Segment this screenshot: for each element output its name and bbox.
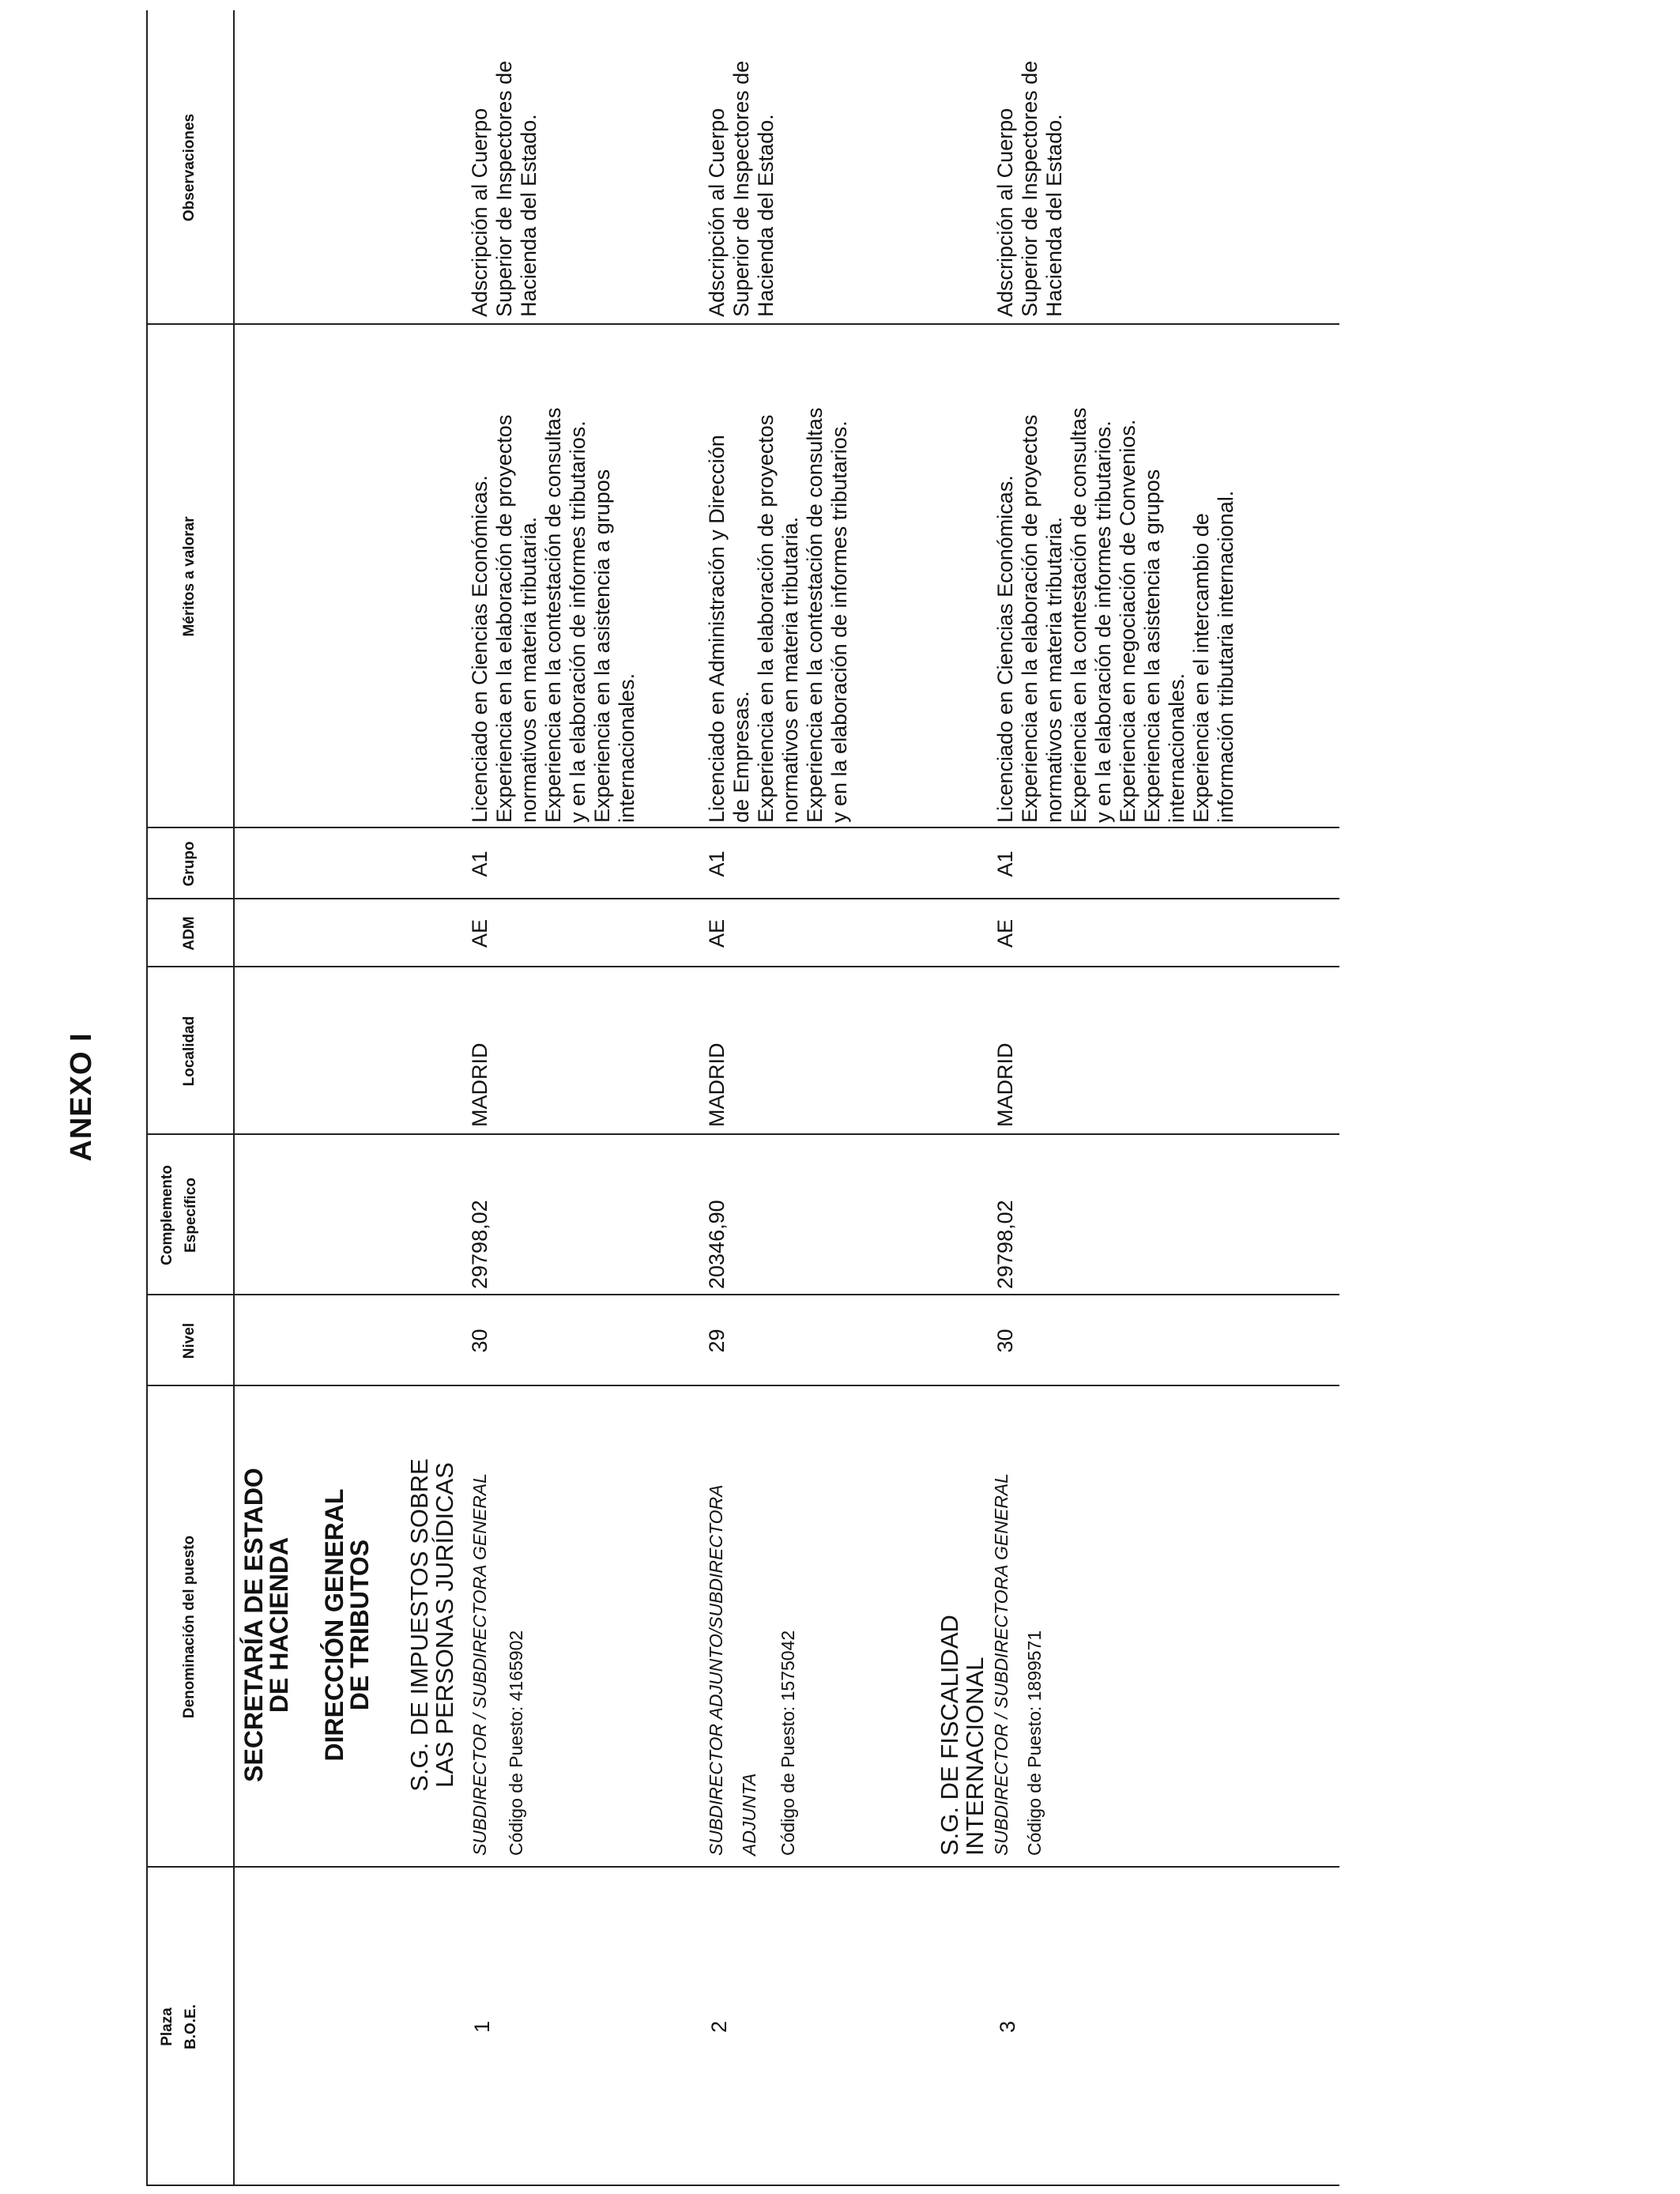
org-subdireccion-2: S.G. DE FISCALIDAD INTERNACIONAL bbox=[936, 1615, 989, 1856]
row2-observaciones: Adscripción al Cuerpo Superior de Inspectores de Hacienda del Estado. bbox=[705, 60, 778, 317]
header-plaza: Plaza B.O.E. bbox=[159, 2004, 199, 2050]
row1-adm: AE bbox=[468, 918, 492, 948]
row1-grupo: A1 bbox=[468, 850, 492, 877]
row2-nivel: 29 bbox=[705, 1329, 729, 1353]
header-grupo: Grupo bbox=[181, 841, 198, 887]
row1-complemento: 29798,02 bbox=[468, 1200, 492, 1289]
row3-adm: AE bbox=[993, 918, 1017, 948]
header-bottom-border bbox=[233, 10, 235, 2186]
col-divider bbox=[146, 966, 1339, 967]
row1-nivel: 30 bbox=[468, 1329, 492, 1353]
col-divider bbox=[146, 827, 1339, 828]
row3-localidad: MADRID bbox=[993, 1042, 1017, 1127]
row3-meritos: Licenciado en Ciencias Económicas. Experiencia en la elaboración de proyectos normativos en materia tributaria. Experiencia en la contestación de consultas y en la elaboración de informes tributarios. Experiencia en negociación de Convenios. Experiencia en la asistencia a grupos internacionales. Experiencia en el intercambio de información tributaria internacional. bbox=[993, 407, 1237, 823]
header-nivel: Nivel bbox=[181, 1322, 198, 1359]
row3-observaciones: Adscripción al Cuerpo Superior de Inspectores de Hacienda del Estado. bbox=[993, 60, 1066, 317]
col-divider bbox=[146, 1294, 1339, 1295]
header-localidad: Localidad bbox=[181, 1016, 198, 1087]
row3-nivel: 30 bbox=[993, 1329, 1017, 1353]
row2-grupo: A1 bbox=[705, 850, 729, 877]
row3-codigo: Código de Puesto: 1899571 bbox=[1024, 1630, 1045, 1856]
header-meritos: Méritos a valorar bbox=[181, 516, 198, 637]
header-denominacion: Denominación del puesto bbox=[181, 1535, 198, 1719]
row1-meritos: Licenciado en Ciencias Económicas. Experiencia en la elaboración de proyectos normativos en materia tributaria. Experiencia en la contestación de consultas y en la elaboración de informes tributarios. Experiencia en la asistencia a grupos internacionales. bbox=[468, 407, 638, 823]
row1-plaza: 1 bbox=[470, 2020, 494, 2034]
row3-plaza: 3 bbox=[996, 2020, 1019, 2034]
table-left-border bbox=[146, 2185, 1339, 2186]
row2-plaza: 2 bbox=[707, 2020, 731, 2034]
header-complemento: Complemento Específico bbox=[159, 1165, 199, 1265]
header-observaciones: Observaciones bbox=[181, 113, 198, 222]
row3-grupo: A1 bbox=[993, 850, 1017, 877]
org-secretaria: SECRETARÍA DE ESTADO DE HACIENDA bbox=[239, 1468, 293, 1782]
org-direccion: DIRECCIÓN GENERAL DE TRIBUTOS bbox=[320, 1488, 374, 1762]
col-divider bbox=[146, 1385, 1339, 1386]
table-top-border bbox=[146, 10, 148, 2186]
row1-localidad: MADRID bbox=[468, 1042, 492, 1127]
col-divider bbox=[146, 323, 1339, 325]
annex-title: ANEXO I bbox=[65, 1032, 98, 1162]
row2-puesto: SUBDIRECTOR ADJUNTO/SUBDIRECTORA ADJUNTA bbox=[706, 1484, 759, 1856]
org-subdireccion-1: S.G. DE IMPUESTOS SOBRE LAS PERSONAS JURÍDICAS bbox=[405, 1458, 458, 1792]
col-divider bbox=[146, 1866, 1339, 1868]
col-divider bbox=[146, 898, 1339, 899]
row1-puesto: SUBDIRECTOR / SUBDIRECTORA GENERAL bbox=[469, 1473, 490, 1856]
col-divider bbox=[146, 1133, 1339, 1135]
row2-complemento: 20346,90 bbox=[705, 1200, 729, 1289]
row2-localidad: MADRID bbox=[705, 1042, 729, 1127]
header-adm: ADM bbox=[181, 916, 198, 951]
row3-puesto: SUBDIRECTOR / SUBDIRECTORA GENERAL bbox=[991, 1473, 1011, 1856]
row2-adm: AE bbox=[705, 918, 729, 948]
row1-observaciones: Adscripción al Cuerpo Superior de Inspectores de Hacienda del Estado. bbox=[468, 60, 541, 317]
row2-codigo: Código de Puesto: 1575042 bbox=[778, 1630, 798, 1856]
row1-codigo: Código de Puesto: 4165902 bbox=[506, 1630, 526, 1856]
row2-meritos: Licenciado en Administración y Dirección de Empresas. Experiencia en la elaboración de proyectos normativos en materia tributaria. Experiencia en la contestación de consultas y en la elaboración de informes tributarios. bbox=[705, 407, 851, 823]
vacancy-table bbox=[146, 10, 1339, 2186]
row3-complemento: 29798,02 bbox=[993, 1200, 1017, 1289]
